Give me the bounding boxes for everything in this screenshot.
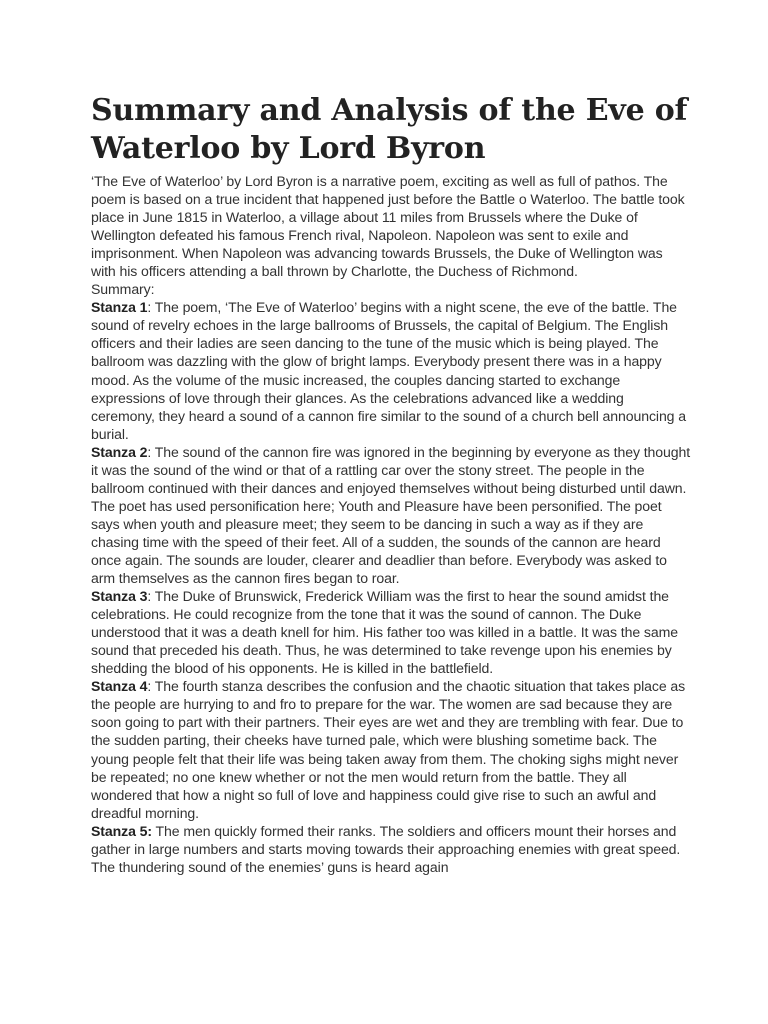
stanza-3-paragraph: [91, 587, 691, 677]
stanza-5-text: The men quickly formed their ranks. The soldiers and officers mount their horses and gather in large numbers and starts moving towards their approaching enemies with great speed. The thundering sound of the enemies’ guns is heard again: [91, 822, 681, 875]
stanza-2-label: Stanza 2: [91, 443, 148, 460]
stanza-5-paragraph: [91, 822, 691, 876]
stanza-4-label: Stanza 4: [91, 678, 148, 695]
stanza-4-paragraph: [91, 677, 691, 821]
stanza-1-text: : The poem, ‘The Eve of Waterloo’ begins with a night scene, the eve of the battle. The sound of revelry echoes in the large ballrooms of Brussels, the capital of Belgium. The English officers and their ladies are seen dancing to the tune of the music which is being played. The ballroom was dazzling with the glow of bright lamps. Everybody present there was in a happy mood. As the volume of the music increased, the couples dancing started to exchange expressions of love through their glances. As the celebrations advanced like a wedding ceremony, they heard a sound of a cannon fire similar to the sound of a church bell announcing a burial.: [91, 299, 686, 442]
document-page: [91, 92, 691, 876]
document-title: Summary and Analysis of the Eve of Waterloo by Lord Byron: [91, 93, 688, 166]
stanza-3-text: : The Duke of Brunswick, Frederick William was the first to hear the sound amidst the celebrations. He could recognize from the tone that it was the sound of cannon. The Duke understood that it was a death knell for him. His father too was killed in a battle. It was the same sound that preceded his death. Thus, he was determined to take revenge upon his enemies by shedding the blood of his opponents. He is killed in the battlefield.: [91, 588, 678, 677]
stanza-3-label: Stanza 3: [91, 588, 148, 605]
stanza-2-text: : The sound of the cannon fire was ignored in the beginning by everyone as they thought it was the sound of the wind or that of a rattling car over the stony street. The people in the ballroom continued with their dances and enjoyed themselves without being disturbed until dawn. The poet has used personification here; Youth and Pleasure have been personified. The poet says when youth and pleasure meet; they seem to be dancing in such a way as if they are chasing time with the speed of their feet. All of a sudden, the sounds of the cannon are heard once again. The sounds are louder, clearer and deadlier than before. Everybody was asked to arm themselves as the cannon fires began to roar.: [91, 443, 691, 587]
stanza-4-text: : The fourth stanza describes the confusion and the chaotic situation that takes place as the people are hurrying to and fro to prepare for the war. The women are sad because they are soon going to part with their partners. Their eyes are wet and they are trembling with fear. Due to the sudden parting, their cheeks have turned pale, which were blushing sometime back. The young people felt that their life was being taken away from them. The choking sighs might never be repeated; no one knew whether or not the men would return from the battle. They all wondered that how a night so full of love and happiness could give rise to such an awful and dreadful morning.: [91, 678, 686, 821]
stanza-1-paragraph: [91, 298, 691, 442]
intro-paragraph: ‘The Eve of Waterloo’ by Lord Byron is a narrative poem, exciting as well as full of pathos. The poem is based on a true incident that happened just before the Battle o Waterloo. The battle took place in June 1815 in Waterloo, a village about 11 miles from Brussels where the Duke of Wellington defeated his famous French rival, Napoleon. Napoleon was sent to exile and imprisonment. When Napoleon was advancing towards Brussels, the Duke of Wellington was with his officers attending a ball thrown by Charlotte, the Duchess of Richmond.: [91, 173, 685, 280]
summary-label: Summary:: [91, 281, 155, 298]
stanza-1-label: Stanza 1: [91, 299, 148, 316]
document-body: [91, 172, 691, 876]
stanza-2-paragraph: [91, 443, 691, 587]
stanza-5-label: Stanza 5:: [91, 822, 152, 839]
